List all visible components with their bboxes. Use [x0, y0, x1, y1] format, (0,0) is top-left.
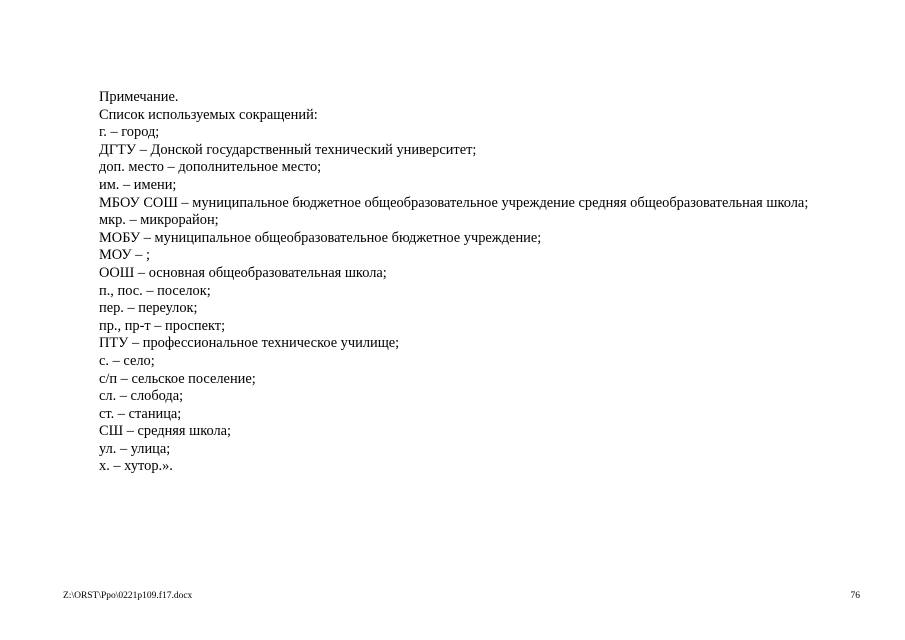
footer-file-path: Z:\ORST\Ppo\0221p109.f17.docx: [63, 591, 193, 601]
abbreviation-item: мкр. – микрорайон;: [99, 212, 219, 229]
abbreviation-item: пр., пр-т – проспект;: [99, 317, 226, 334]
abbreviation-item: сл. – слобода;: [99, 388, 184, 405]
abbreviation-item: ДГТУ – Донской государственный технический университет;: [99, 141, 477, 158]
abbreviation-item: г. – город;: [99, 124, 160, 141]
abbreviation-item: пер. – переулок;: [99, 300, 198, 317]
abbreviation-item: п., пос. – поселок;: [99, 282, 211, 299]
abbreviation-item: ООШ – основная общеобразовательная школа;: [99, 264, 387, 281]
page-footer: [63, 589, 860, 603]
abbreviation-item: МОУ – ;: [99, 247, 150, 264]
abbreviation-item: с. – село;: [99, 352, 155, 369]
abbreviation-item: им. – имени;: [99, 176, 177, 193]
abbreviation-item: МБОУ СОШ – муниципальное бюджетное общеобразовательное учреждение средняя общеобразовательная школа;: [99, 194, 809, 211]
abbreviation-item: с/п – сельское поселение;: [99, 370, 256, 387]
abbreviation-item: МОБУ – муниципальное общеобразовательное бюджетное учреждение;: [99, 229, 542, 246]
abbreviation-item: х. – хутор.».: [99, 458, 173, 475]
abbreviations-heading: Список используемых сокращений:: [99, 106, 318, 123]
abbreviation-item: СШ – средняя школа;: [99, 423, 232, 440]
note-block: [99, 89, 879, 476]
page-number: 76: [850, 591, 860, 601]
note-title: Примечание.: [99, 89, 179, 105]
abbreviation-item: ул. – улица;: [99, 440, 171, 457]
abbreviation-item: доп. место – дополнительное место;: [99, 159, 322, 176]
abbreviation-item: ст. – станица;: [99, 405, 182, 422]
abbreviation-item: ПТУ – профессиональное техническое училище;: [99, 335, 400, 352]
